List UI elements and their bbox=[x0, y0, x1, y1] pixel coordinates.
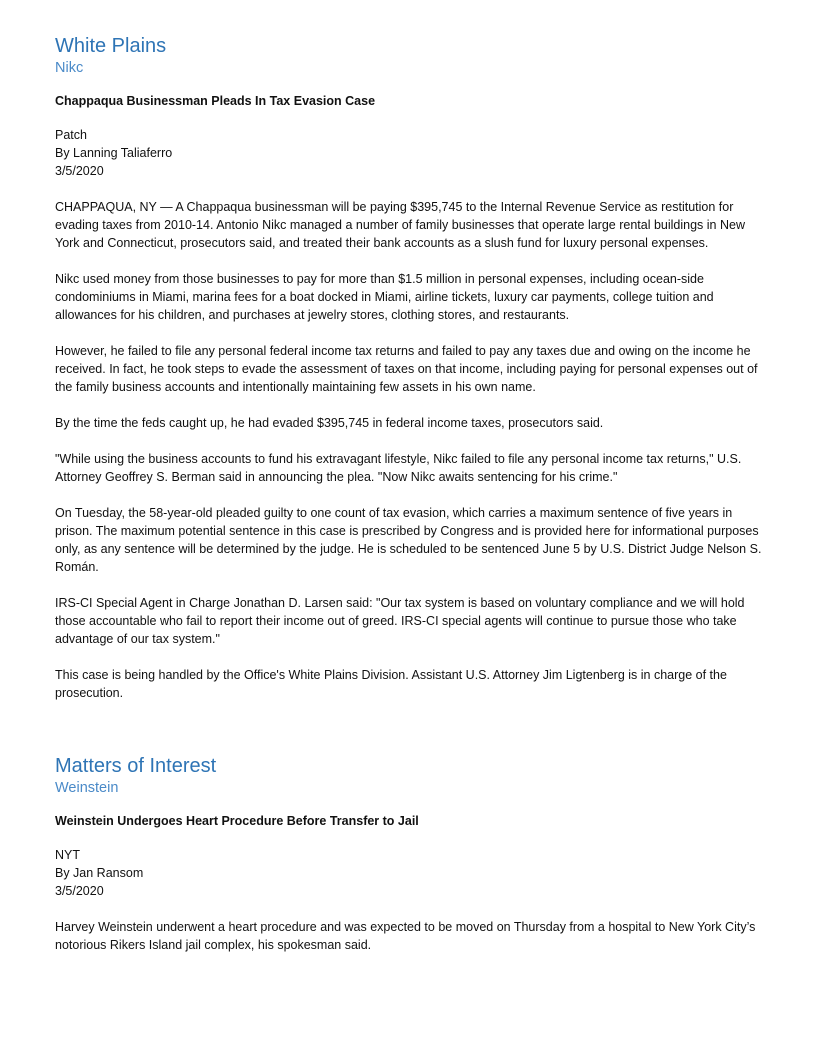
article-paragraph: On Tuesday, the 58-year-old pleaded guilty to one count of tax evasion, which carries a maximum sentence of five years in prison. The maximum potential sentence in this case is prescribed by Congress and is provided here for informational purposes only, as any sentence will be determined by the judge. He is scheduled to be sentenced June 5 by U.S. District Judge Nelson S. Román. bbox=[55, 506, 762, 574]
section-subtitle: Nikc bbox=[55, 60, 84, 76]
article-paragraph: CHAPPAQUA, NY — A Chappaqua businessman will be paying $395,745 to the Internal Revenue Service as restitution for evading taxes from 2010-14. Antonio Nikc managed a number of family businesses that operate large rental buildings in New York and Connecticut, prosecutors said, and treated their bank accounts as a slush fund for luxury personal expenses. bbox=[55, 200, 745, 250]
article-headline: Weinstein Undergoes Heart Procedure Before Transfer to Jail bbox=[55, 814, 419, 828]
section-subtitle: Weinstein bbox=[55, 780, 119, 796]
article-paragraph: IRS-CI Special Agent in Charge Jonathan D. Larsen said: "Our tax system is based on voluntary compliance and we will hold those accountable who fail to report their income out of greed. IRS-CI special agents will continue to pursue those who take advantage of our tax system." bbox=[55, 596, 745, 646]
article-date: 3/5/2020 bbox=[55, 164, 104, 178]
article-meta bbox=[55, 846, 767, 900]
article-paragraph: Harvey Weinstein underwent a heart procedure and was expected to be moved on Thursday from a hospital to New York City’s notorious Rikers Island jail complex, his spokesman said. bbox=[55, 920, 756, 952]
article-date: 3/5/2020 bbox=[55, 884, 104, 898]
article-headline: Chappaqua Businessman Pleads In Tax Evasion Case bbox=[55, 94, 376, 108]
article-meta bbox=[55, 126, 767, 180]
section-title: White Plains bbox=[55, 35, 167, 57]
article-paragraph: However, he failed to file any personal federal income tax returns and failed to pay any taxes due and owing on the income he received. In fact, he took steps to evade the assessment of taxes on that income, including paying for personal expenses out of the family business accounts and intentionally maintaining few assets in his own name. bbox=[55, 344, 758, 394]
article-paragraph: Nikc used money from those businesses to pay for more than $1.5 million in personal expenses, including ocean-side condominiums in Miami, marina fees for a boat docked in Miami, airline tickets, luxury car payments, college tuition and allowances for his children, and purchases at jewelry stores, clothing stores, and restaurants. bbox=[55, 272, 714, 322]
section-title: Matters of Interest bbox=[55, 755, 217, 777]
article-paragraph: This case is being handled by the Office's White Plains Division. Assistant U.S. Attorney Jim Ligtenberg is in charge of the prosecution. bbox=[55, 668, 727, 700]
article-paragraph: "While using the business accounts to fund his extravagant lifestyle, Nikc failed to file any personal income tax returns," U.S. Attorney Geoffrey S. Berman said in announcing the plea. "Now Nikc awaits sentencing for his crime." bbox=[55, 452, 742, 484]
document-page bbox=[55, 34, 767, 954]
article-byline: By Lanning Taliaferro bbox=[55, 146, 173, 160]
article-source: NYT bbox=[55, 848, 80, 862]
article-paragraph: By the time the feds caught up, he had evaded $395,745 in federal income taxes, prosecutors said. bbox=[55, 416, 604, 430]
section-matters-of-interest bbox=[55, 754, 767, 954]
article-source: Patch bbox=[55, 128, 87, 142]
section-white-plains bbox=[55, 34, 767, 702]
article-byline: By Jan Ransom bbox=[55, 866, 144, 880]
